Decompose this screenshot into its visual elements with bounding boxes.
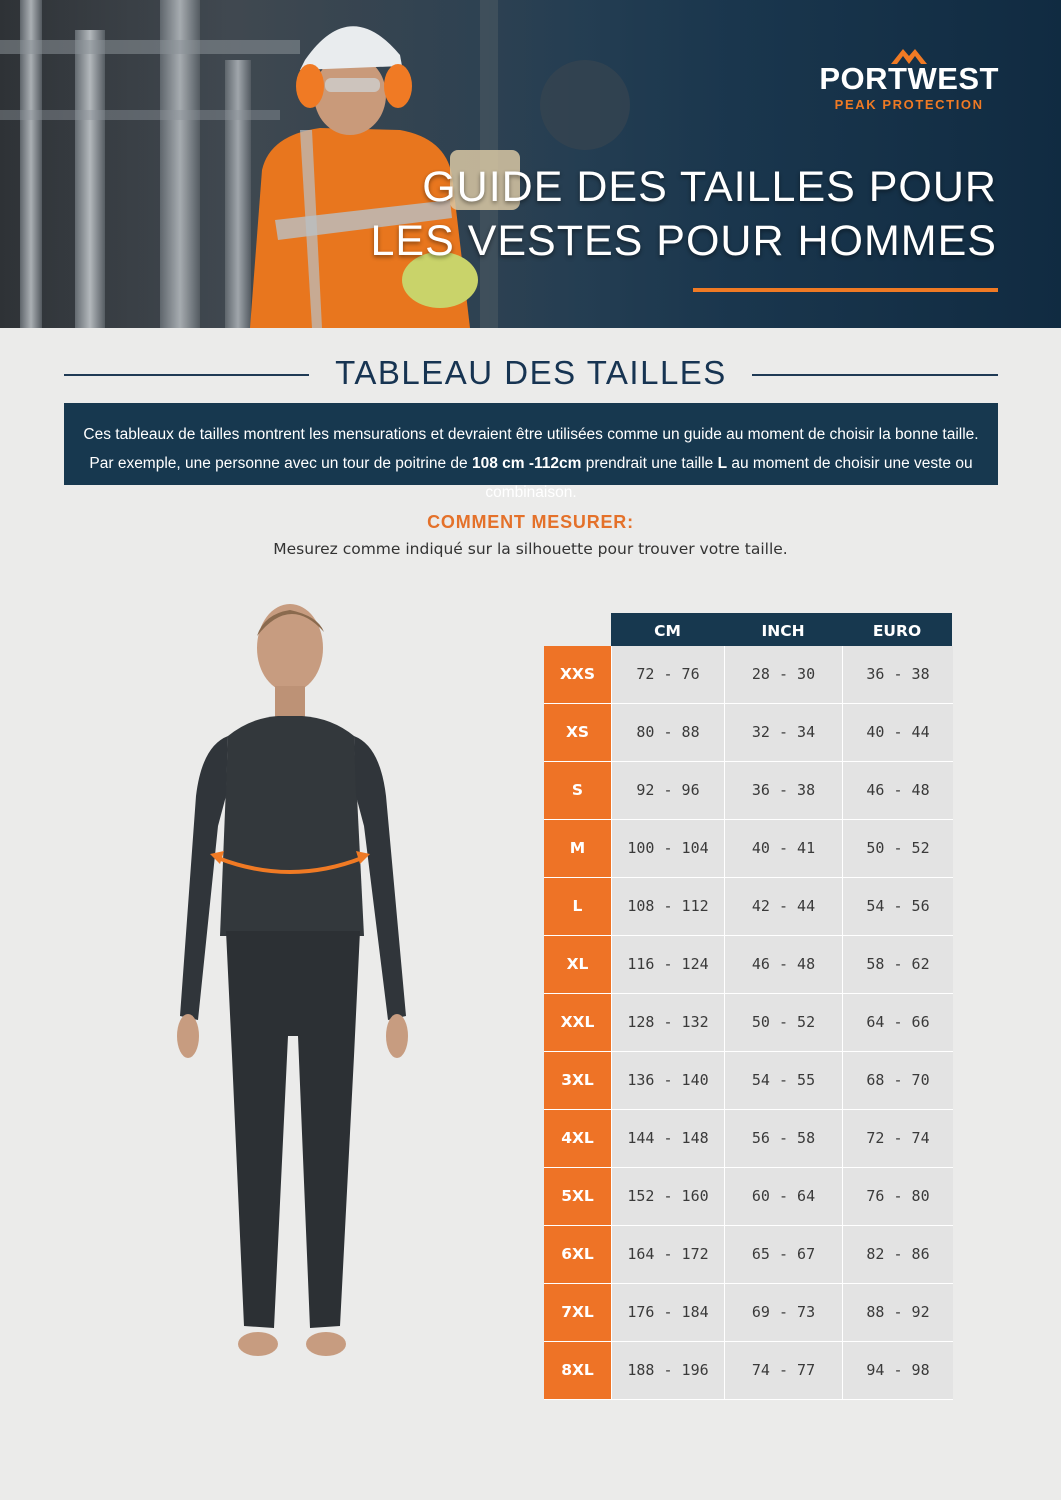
info-line-1: Ces tableaux de tailles montrent les mensurations et devraient être utilisées comme un guide au moment de choisir la bonne taille. xyxy=(83,426,979,443)
size-label: XXS xyxy=(544,646,611,704)
inch-value: 28 - 30 xyxy=(724,646,842,704)
page-title-line-2: LES VESTES POUR HOMMES xyxy=(370,217,997,265)
cm-value: 144 - 148 xyxy=(611,1110,724,1168)
info-line-2-after: au moment de choisir une veste ou combinaison. xyxy=(485,455,973,501)
column-header-inch: INCH xyxy=(761,622,805,640)
inch-value: 42 - 44 xyxy=(724,878,842,936)
size-label: 5XL xyxy=(544,1168,611,1226)
how-to-measure-title: COMMENT MESURER: xyxy=(427,512,634,532)
section-title: TABLEAU DES TAILLES xyxy=(335,354,727,391)
euro-value: 72 - 74 xyxy=(842,1110,953,1168)
euro-value: 94 - 98 xyxy=(842,1342,953,1400)
cm-value: 176 - 184 xyxy=(611,1284,724,1342)
table-row xyxy=(544,1226,952,1284)
cm-value: 72 - 76 xyxy=(611,646,724,704)
page-title xyxy=(370,160,997,268)
cm-value: 108 - 112 xyxy=(611,878,724,936)
inch-value: 46 - 48 xyxy=(724,936,842,994)
euro-value: 88 - 92 xyxy=(842,1284,953,1342)
table-row xyxy=(544,994,952,1052)
section-divider-right xyxy=(752,374,998,376)
size-label: 8XL xyxy=(544,1342,611,1400)
cm-value: 80 - 88 xyxy=(611,704,724,762)
euro-value: 54 - 56 xyxy=(842,878,953,936)
cm-value: 164 - 172 xyxy=(611,1226,724,1284)
info-example-range: 108 cm -112cm xyxy=(471,455,582,472)
table-row xyxy=(544,1168,952,1226)
inch-value: 65 - 67 xyxy=(724,1226,842,1284)
size-label: 6XL xyxy=(544,1226,611,1284)
size-label: XS xyxy=(544,704,611,762)
euro-value: 82 - 86 xyxy=(842,1226,953,1284)
table-row xyxy=(544,704,952,762)
size-label: 7XL xyxy=(544,1284,611,1342)
section-divider-left xyxy=(64,374,309,376)
cm-value: 188 - 196 xyxy=(611,1342,724,1400)
how-to-measure-text: Mesurez comme indiqué sur la silhouette pour trouver votre taille. xyxy=(273,540,788,558)
hero-banner xyxy=(0,0,1061,328)
info-line-2-before: Par exemple, une personne avec un tour de poitrine de xyxy=(89,455,472,472)
brand-name: PORTWEST xyxy=(819,61,999,96)
cm-value: 136 - 140 xyxy=(611,1052,724,1110)
column-header-cm: CM xyxy=(654,622,681,640)
cm-value: 116 - 124 xyxy=(611,936,724,994)
euro-value: 58 - 62 xyxy=(842,936,953,994)
table-row xyxy=(544,936,952,994)
cm-value: 128 - 132 xyxy=(611,994,724,1052)
inch-value: 54 - 55 xyxy=(724,1052,842,1110)
euro-value: 64 - 66 xyxy=(842,994,953,1052)
size-label: M xyxy=(544,820,611,878)
size-label: L xyxy=(544,878,611,936)
info-line-2-mid: prendrait une taille xyxy=(581,455,718,472)
cm-value: 92 - 96 xyxy=(611,762,724,820)
title-underline xyxy=(693,288,998,292)
info-example-size: L xyxy=(717,455,728,472)
euro-value: 68 - 70 xyxy=(842,1052,953,1110)
info-box xyxy=(64,403,998,501)
size-label: S xyxy=(544,762,611,820)
table-row xyxy=(544,1052,952,1110)
size-label: XXL xyxy=(544,994,611,1052)
table-row xyxy=(544,646,952,704)
euro-value: 76 - 80 xyxy=(842,1168,953,1226)
info-line-2 xyxy=(64,449,998,507)
inch-value: 74 - 77 xyxy=(724,1342,842,1400)
model-silhouette xyxy=(140,596,440,1416)
brand-tagline: PEAK PROTECTION xyxy=(834,97,984,112)
portwest-logo xyxy=(819,46,999,114)
size-label: 4XL xyxy=(544,1110,611,1168)
inch-value: 50 - 52 xyxy=(724,994,842,1052)
table-row xyxy=(544,762,952,820)
table-row xyxy=(544,1110,952,1168)
inch-value: 56 - 58 xyxy=(724,1110,842,1168)
table-row xyxy=(544,878,952,936)
euro-value: 40 - 44 xyxy=(842,704,953,762)
table-row xyxy=(544,820,952,878)
size-label: 3XL xyxy=(544,1052,611,1110)
cm-value: 152 - 160 xyxy=(611,1168,724,1226)
size-label: XL xyxy=(544,936,611,994)
column-header-euro: EURO xyxy=(872,622,922,640)
inch-value: 60 - 64 xyxy=(724,1168,842,1226)
inch-value: 69 - 73 xyxy=(724,1284,842,1342)
inch-value: 40 - 41 xyxy=(724,820,842,878)
table-row xyxy=(544,1284,952,1342)
inch-value: 36 - 38 xyxy=(724,762,842,820)
euro-value: 36 - 38 xyxy=(842,646,953,704)
cm-value: 100 - 104 xyxy=(611,820,724,878)
inch-value: 32 - 34 xyxy=(724,704,842,762)
euro-value: 50 - 52 xyxy=(842,820,953,878)
table-row xyxy=(544,1342,952,1400)
page-title-line-1: GUIDE DES TAILLES POUR xyxy=(422,163,997,211)
euro-value: 46 - 48 xyxy=(842,762,953,820)
